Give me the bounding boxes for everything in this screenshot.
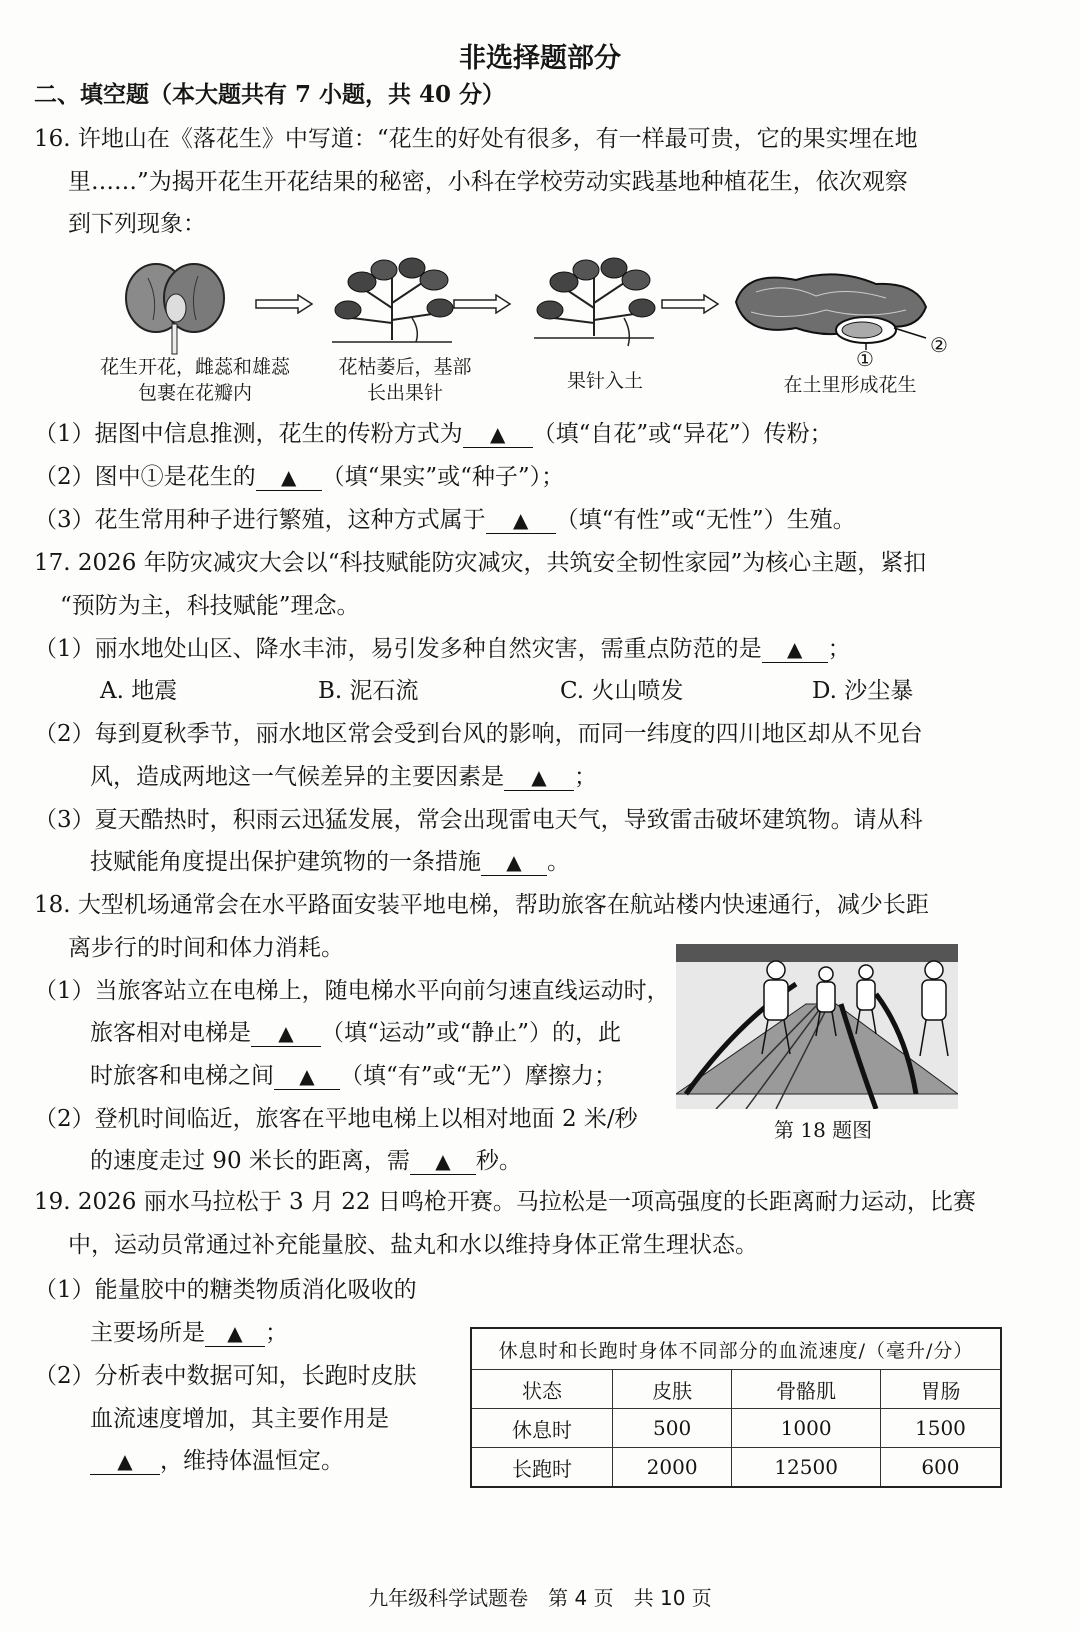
answer-blank[interactable]: ▲ — [481, 849, 547, 876]
marker-1: ① — [856, 347, 874, 371]
caption-pod: 在土里形成花生 — [783, 374, 917, 396]
table-row — [471, 1448, 1001, 1488]
q19-line1: 19. 2026 丽水马拉松于 3 月 22 日鸣枪开赛。马拉松是一项高强度的长距离耐力运动，比赛 — [34, 1189, 976, 1215]
q19-part2-line1: （2）分析表中数据可知，长跑时皮肤 — [34, 1363, 417, 1389]
option-a[interactable]: A. 地震 — [100, 678, 178, 704]
caption-flower: 花生开花，雌蕊和雄蕊包裹在花瓣内 — [100, 356, 291, 404]
moving-walkway-figure — [676, 944, 958, 1109]
table-cell: 600 — [880, 1448, 1001, 1488]
q17-line1: 17. 2026 年防灾减灾大会以“科技赋能防灾减灾，共筑安全韧性家园”为核心主题，紧扣 — [34, 550, 927, 576]
marker-2: ② — [930, 333, 948, 357]
table-cell: 休息时 — [471, 1409, 612, 1448]
option-d[interactable]: D. 沙尘暴 — [812, 678, 914, 704]
q17-part2-line1: （2）每到夏秋季节，丽水地区常会受到台风的影响，而同一纬度的四川地区却从不见台 — [34, 721, 923, 747]
q18-part2-line1: （2）登机时间临近，旅客在平地电梯上以相对地面 2 米/秒 — [34, 1106, 638, 1132]
answer-blank[interactable]: ▲ — [251, 1020, 321, 1047]
q19-part1-line2: 主要场所是 ▲ ； — [90, 1320, 288, 1346]
answer-blank[interactable]: ▲ — [410, 1148, 476, 1175]
peanut-flower-figure — [118, 258, 238, 358]
answer-blank[interactable]: ▲ — [463, 421, 533, 448]
page-footer: 九年级科学试题卷 第 4 页 共 10 页 — [368, 1586, 712, 1610]
q18-part2-line2: 的速度走过 90 米长的距离，需 ▲ 秒。 — [90, 1148, 522, 1174]
q19-part2-line2: 血流速度增加，其主要作用是 — [90, 1406, 389, 1432]
caption-peg: 花枯萎后，基部长出果针 — [338, 356, 472, 404]
q16-part1: （1）据图中信息推测，花生的传粉方式为 ▲ （填“自花”或“异花”）传粉； — [34, 421, 833, 447]
peanut-pods-figure — [726, 262, 946, 352]
table-cell: 长跑时 — [471, 1448, 612, 1488]
table-header: 皮肤 — [612, 1370, 731, 1409]
table-header-row — [471, 1370, 1001, 1409]
arrow-3 — [660, 294, 720, 314]
q19-line2: 中，运动员常通过补充能量胶、盐丸和水以维持身体正常生理状态。 — [68, 1232, 758, 1258]
answer-blank[interactable]: ▲ — [90, 1448, 160, 1475]
table-header: 骨骼肌 — [732, 1370, 881, 1409]
table-header: 状态 — [471, 1370, 612, 1409]
blood-flow-table — [470, 1327, 1002, 1488]
answer-blank[interactable]: ▲ — [504, 764, 574, 791]
q16-part2: （2）图中①是花生的 ▲ （填“果实”或“种子”）； — [34, 464, 565, 490]
table-cell: 12500 — [732, 1448, 881, 1488]
table-header: 胃肠 — [880, 1370, 1001, 1409]
q17-part2-line2: 风，造成两地这一气候差异的主要因素是 ▲ ； — [90, 764, 597, 790]
answer-blank[interactable]: ▲ — [274, 1063, 340, 1090]
q17-line2: “预防为主，科技赋能”理念。 — [60, 593, 360, 619]
table-row — [471, 1409, 1001, 1448]
table-cell: 2000 — [612, 1448, 731, 1488]
q18-part1-line2: 旅客相对电梯是 ▲ （填“运动”或“静止”）的，此 — [90, 1020, 622, 1046]
q19-part2-line3: ▲ ，维持体温恒定。 — [90, 1446, 344, 1476]
section-heading: 二、填空题（本大题共有 7 小题，共 40 分） — [34, 81, 506, 108]
table-cell: 1500 — [880, 1409, 1001, 1448]
figure-caption-18: 第 18 题图 — [774, 1118, 873, 1142]
q16-line1: 16. 许地山在《落花生》中写道：“花生的好处有很多，有一样最可贵，它的果实埋在地 — [34, 126, 918, 152]
q17-part3-line1: （3）夏天酷热时，积雨云迅猛发展，常会出现雷电天气，导致雷击破坏建筑物。请从科 — [34, 807, 923, 833]
arrow-1 — [254, 294, 314, 314]
q16-part3: （3）花生常用种子进行繁殖，这种方式属于 ▲ （填“有性”或“无性”）生殖。 — [34, 507, 856, 533]
table-cell: 1000 — [732, 1409, 881, 1448]
table-cell: 500 — [612, 1409, 731, 1448]
page-title: 非选择题部分 — [459, 43, 621, 74]
answer-blank[interactable]: ▲ — [762, 636, 828, 663]
peg-into-soil-figure — [524, 248, 664, 348]
q16-line3: 到下列现象： — [68, 211, 206, 237]
answer-blank[interactable]: ▲ — [486, 507, 556, 534]
option-c[interactable]: C. 火山喷发 — [560, 678, 684, 704]
answer-blank[interactable]: ▲ — [256, 464, 322, 491]
arrow-2 — [452, 294, 512, 314]
table-caption: 休息时和长跑时身体不同部分的血流速度/（毫升/分） — [471, 1328, 1001, 1370]
q18-part1-line1: （1）当旅客站立在电梯上，随电梯水平向前匀速直线运动时， — [34, 978, 670, 1004]
q18-line2: 离步行的时间和体力消耗。 — [68, 935, 344, 961]
q19-part1-line1: （1）能量胶中的糖类物质消化吸收的 — [34, 1277, 417, 1303]
answer-blank[interactable]: ▲ — [205, 1320, 265, 1347]
q18-line1: 18. 大型机场通常会在水平路面安装平地电梯，帮助旅客在航站楼内快速通行，减少长距 — [34, 892, 929, 918]
q18-part1-line3: 时旅客和电梯之间 ▲ （填“有”或“无”）摩擦力； — [90, 1063, 618, 1089]
q16-line2: 里……”为揭开花生开花结果的秘密，小科在学校劳动实践基地种植花生，依次观察 — [68, 169, 908, 195]
q17-part1: （1）丽水地处山区、降水丰沛，易引发多种自然灾害，需重点防范的是 ▲ ； — [34, 636, 851, 662]
caption-soil: 果针入土 — [566, 370, 643, 392]
q17-part3-line2: 技赋能角度提出保护建筑物的一条措施 ▲ 。 — [90, 849, 570, 875]
peanut-plant-peg-figure — [322, 248, 462, 348]
option-b[interactable]: B. 泥石流 — [318, 678, 419, 704]
